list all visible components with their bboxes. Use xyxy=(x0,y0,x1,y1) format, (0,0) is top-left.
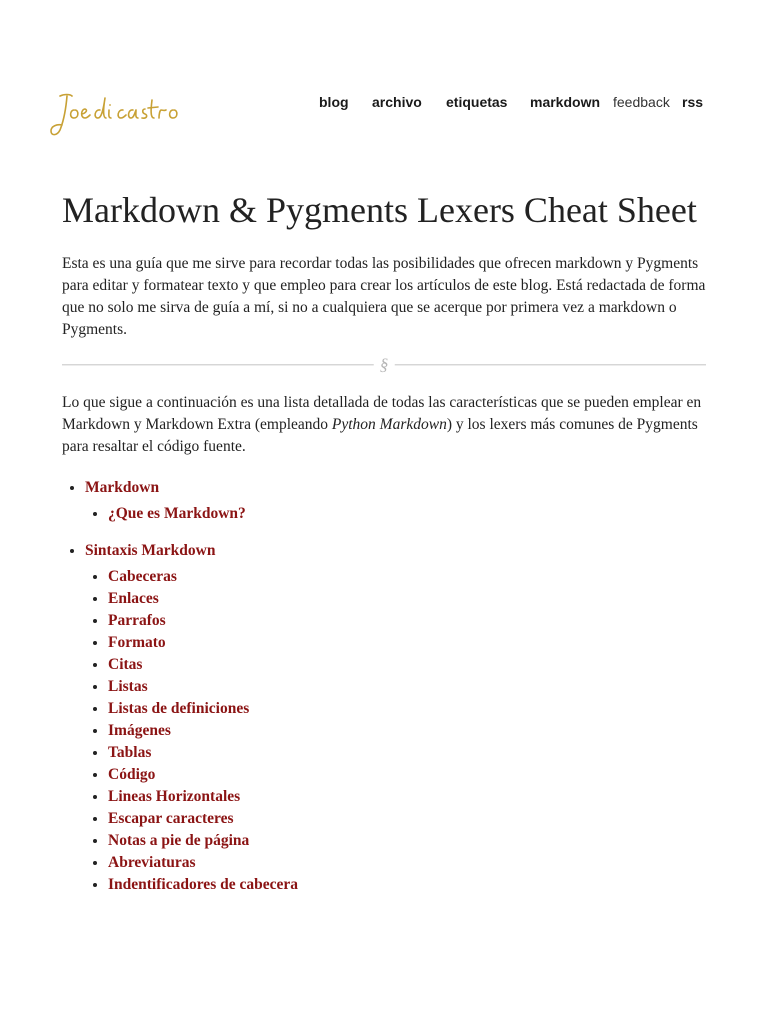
toc-subitem xyxy=(108,874,706,896)
lead-emphasis: Python Markdown xyxy=(331,416,447,433)
nav-etiquetas[interactable]: etiquetas xyxy=(446,94,508,110)
toc-subitem xyxy=(108,852,706,874)
toc-subitem xyxy=(108,610,706,632)
nav-blog[interactable]: blog xyxy=(319,94,349,110)
toc-link-que-es-markdown[interactable]: ¿Que es Markdown? xyxy=(108,505,246,522)
nav-feedback[interactable]: feedback xyxy=(613,94,670,110)
toc-subitem xyxy=(108,566,706,588)
toc-subitem xyxy=(108,720,706,742)
main-nav xyxy=(0,93,768,113)
toc-link-imagenes[interactable]: Imágenes xyxy=(108,722,171,739)
toc-link-formato[interactable]: Formato xyxy=(108,634,166,651)
lead-paragraph xyxy=(62,392,706,458)
toc-link-tablas[interactable]: Tablas xyxy=(108,744,152,761)
toc-link-citas[interactable]: Citas xyxy=(108,656,143,673)
section-sign-icon: § xyxy=(374,355,395,375)
toc-link-parrafos[interactable]: Parrafos xyxy=(108,612,166,629)
toc-subitem xyxy=(108,632,706,654)
toc-link-lineas-horizontales[interactable]: Lineas Horizontales xyxy=(108,788,241,805)
toc-link-listas-de-definiciones[interactable]: Listas de definiciones xyxy=(108,700,250,717)
toc-subitem xyxy=(108,808,706,830)
toc-subitem xyxy=(108,764,706,786)
nav-rss[interactable]: rss xyxy=(682,94,704,110)
toc-subitem xyxy=(108,830,706,852)
toc-link-notas-a-pie-de-pagina[interactable]: Notas a pie de página xyxy=(108,832,250,849)
toc-link-sintaxis-markdown[interactable]: Sintaxis Markdown xyxy=(85,542,216,559)
toc-link-listas[interactable]: Listas xyxy=(108,678,148,695)
article xyxy=(62,190,706,911)
toc-item-sintaxis xyxy=(85,540,706,896)
intro-paragraph: Esta es una guía que me sirve para recordar todas las posibilidades que ofrecen markdown y Pygments para editar y formatear texto y que empleo para crear los artículos de este blog. Está redactada de forma que no solo me sirva de guía a mí, si no a cualquiera que se acerque por primera vez a markdown o Pygments. xyxy=(62,255,706,338)
table-of-contents xyxy=(62,477,706,896)
page-title: Markdown & Pygments Lexers Cheat Sheet xyxy=(62,190,697,230)
toc-sublist-markdown xyxy=(85,503,706,525)
toc-link-markdown[interactable]: Markdown xyxy=(85,479,160,496)
toc-link-codigo[interactable]: Código xyxy=(108,766,156,783)
toc-subitem xyxy=(108,654,706,676)
toc-subitem xyxy=(108,676,706,698)
toc-link-identificadores-de-cabecera[interactable]: Indentificadores de cabecera xyxy=(108,876,298,893)
toc-subitem xyxy=(108,503,706,525)
toc-item-markdown xyxy=(85,477,706,525)
nav-markdown[interactable]: markdown xyxy=(530,94,601,110)
toc-link-cabeceras[interactable]: Cabeceras xyxy=(108,568,177,585)
toc-subitem xyxy=(108,588,706,610)
lead-text-start: Lo que sigue a continuación es una lista detallada de todas las características que se pueden emplear en Markdown y Markdown Extra (empleando xyxy=(62,394,702,433)
nav-archivo[interactable]: archivo xyxy=(372,94,422,110)
lead-text-end: ) y los lexers más comunes de Pygments para resaltar el código fuente. xyxy=(62,416,698,455)
toc-subitem xyxy=(108,742,706,764)
toc-sublist-sintaxis xyxy=(85,566,706,896)
toc-link-enlaces[interactable]: Enlaces xyxy=(108,590,159,607)
toc-link-escapar-caracteres[interactable]: Escapar caracteres xyxy=(108,810,234,827)
toc-link-abreviaturas[interactable]: Abreviaturas xyxy=(108,854,196,871)
toc-subitem xyxy=(108,786,706,808)
section-divider xyxy=(62,355,706,375)
toc-subitem xyxy=(108,698,706,720)
